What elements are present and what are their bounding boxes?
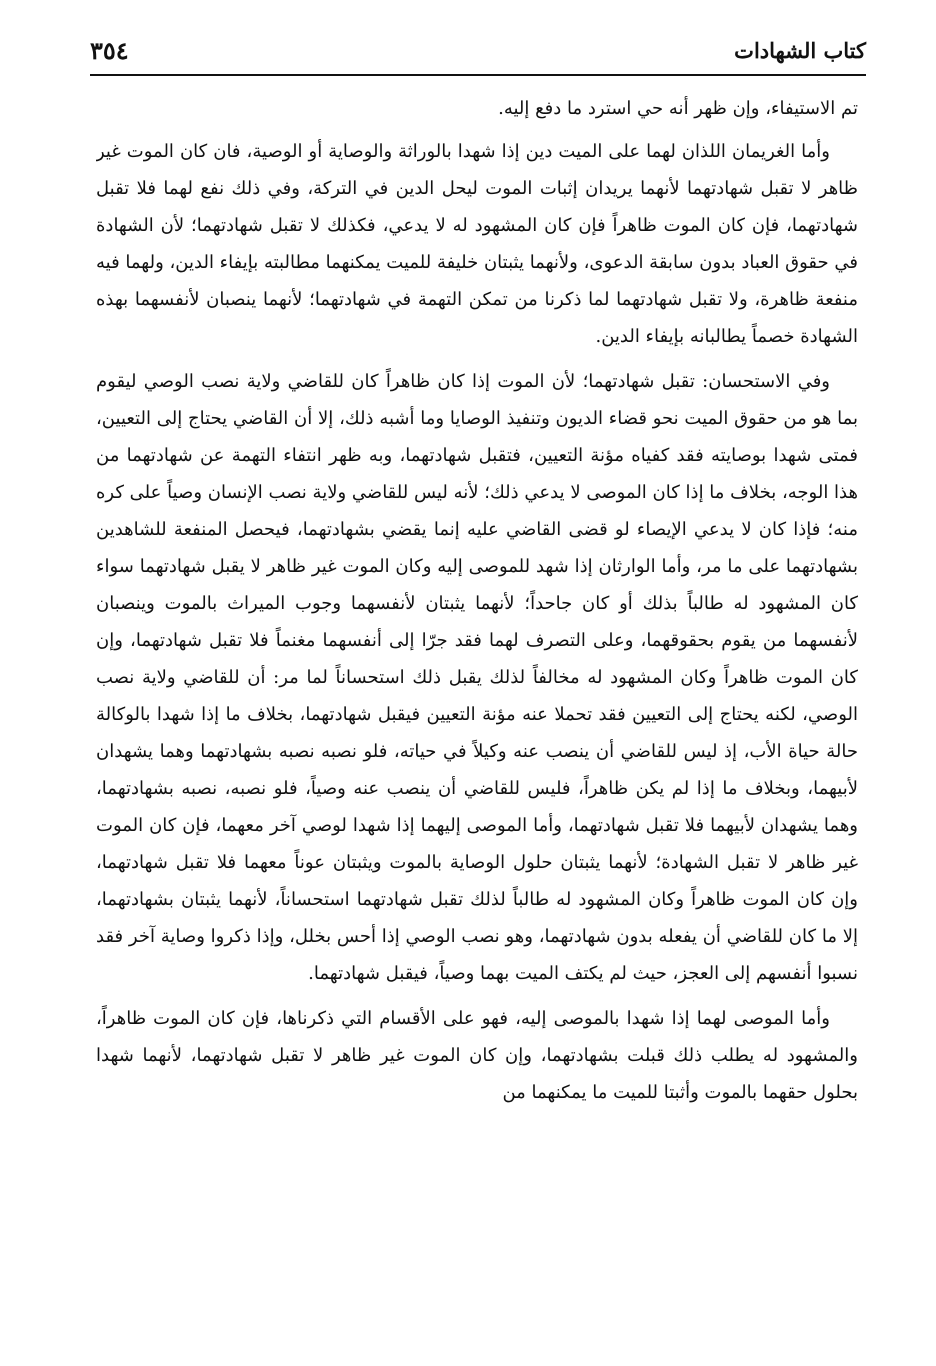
paragraph-2: وأما الغريمان اللذان لهما على الميت دين إذا شهدا بالوراثة والوصاية أو الوصية، فان كان الموت غير ظاهر لا تقبل شهادتهما لأنهما يريدان إثبات الموت ليحل الدين في التركة، وفي ذلك نفع لهما فلا تقبل شهادتهما، فإن كان الموت ظاهراً فإن كان المشهود له لا يدعي، فكذلك لا تقبل شهادتهما؛ لأن الشهادة في حقوق العباد بدون سابقة الدعوى، ولأنهما يثبتان خليفة للميت يمكنهما مطالبته بإيفاء الدين، ولهما فيه منفعة ظاهرة، ولا تقبل شهادتهما لما ذكرنا من تمكن التهمة في شهادتهما؛ لأنهما ينصبان لأنفسهما بهذه الشهادة خصماً يطالبانه بإيفاء الدين. — [96, 141, 858, 347]
page-number: ٣٥٤ — [90, 35, 129, 65]
paragraph-3: وفي الاستحسان: تقبل شهادتهما؛ لأن الموت إذا كان ظاهراً كان للقاضي ولاية نصب الوصي ليقوم بما هو من حقوق الميت نحو قضاء الديون وتنفيذ الوصايا وما أشبه ذلك، إلا أن القاضي يحتاج إلى التعيين، فمتى شهدا بوصايته فقد كفياه مؤنة التعيين، فتقبل شهادتهما، وبه ظهر انتفاء التهمة عن شهادتهما من هذا الوجه، بخلاف ما إذا كان الموصى لا يدعي ذلك؛ لأنه ليس للقاضي ولاية نصب الإنسان وصياً على كره منه؛ فإذا كان لا يدعي الإيصاء لو قضى القاضي عليه إنما يقضي بشهادتهما، فيحصل المنفعة للشاهدين بشهادتهما على ما مر، وأما الوارثان إذا شهد للموصى إليه وكان الموت غير ظاهر لا يقبل شهادتهما سواء كان المشهود له طالباً بذلك أو كان جاحداً؛ لأنهما يثبتان لأنفسهما وجوب الميراث بالموت وينصبان لأنفسهما من يقوم بحقوقهما، وعلى التصرف لهما فقد جرّا إلى أنفسهما مغنماً فلا تقبل شهادتهما، وإن كان الموت ظاهراً وكان المشهود له مخالفاً لذلك يقبل ذلك استحساناً لما مر: أن للقاضي ولاية نصب الوصي، لكنه يحتاج إلى التعيين فقد تحملا عنه مؤنة التعيين فيقبل شهادتهما، بخلاف ما إذا شهدا بالوكالة حالة حياة الأب، إذ ليس للقاضي أن ينصب عنه وكيلاً في حياته، فلو نصبه نصبه بشهادتهما وهما يشهدان لأبيهما، وبخلاف ما إذا لم يكن ظاهراً، فليس للقاضي أن ينصب عنه وصياً، فلو نصبه، نصبه بشهادتهما، وهما يشهدان لأبيهما فلا تقبل شهادتهما، وأما الموصى إليهما إذا شهدا لوصي آخر معهما، فإن كان الموت غير ظاهر لا تقبل الشهادة؛ لأنهما يثبتان حلول الوصاية بالموت ويثبتان عوناً معهما فلا تقبل شهادتهما، وإن كان الموت ظاهراً وكان المشهود له طالباً لذلك تقبل شهادتهما استحساناً، لأنهما يثبتان بشهادتهما، إلا ما كان للقاضي أن يفعله بدون شهادتهما، وهو نصب الوصي إذا أحس بخلل، وإذا ذكروا وصاية آخر فقد نسبوا أنفسهم إلى العجز، حيث لم يكتف الميت بهما وصياً، فيقبل شهادتهما. — [96, 371, 858, 984]
paragraph-4: وأما الموصى لهما إذا شهدا بالموصى إليه، فهو على الأقسام التي ذكرناها، فإن كان الموت ظاهراً، والمشهود له يطلب ذلك قبلت بشهادتهما، وإن كان الموت غير ظاهر لا تقبل شهادتهما، لأنهما شهدا بحلول حقهما بالموت وأثبتا للميت ما يمكنهما من — [96, 1008, 858, 1103]
paragraph-1: تم الاستيفاء، وإن ظهر أنه حي استرد ما دفع إليه. — [498, 98, 858, 119]
header-divider — [90, 74, 866, 76]
page-header — [90, 28, 866, 72]
chapter-title: كتاب الشهادات — [734, 37, 866, 63]
page-body — [96, 90, 858, 1352]
